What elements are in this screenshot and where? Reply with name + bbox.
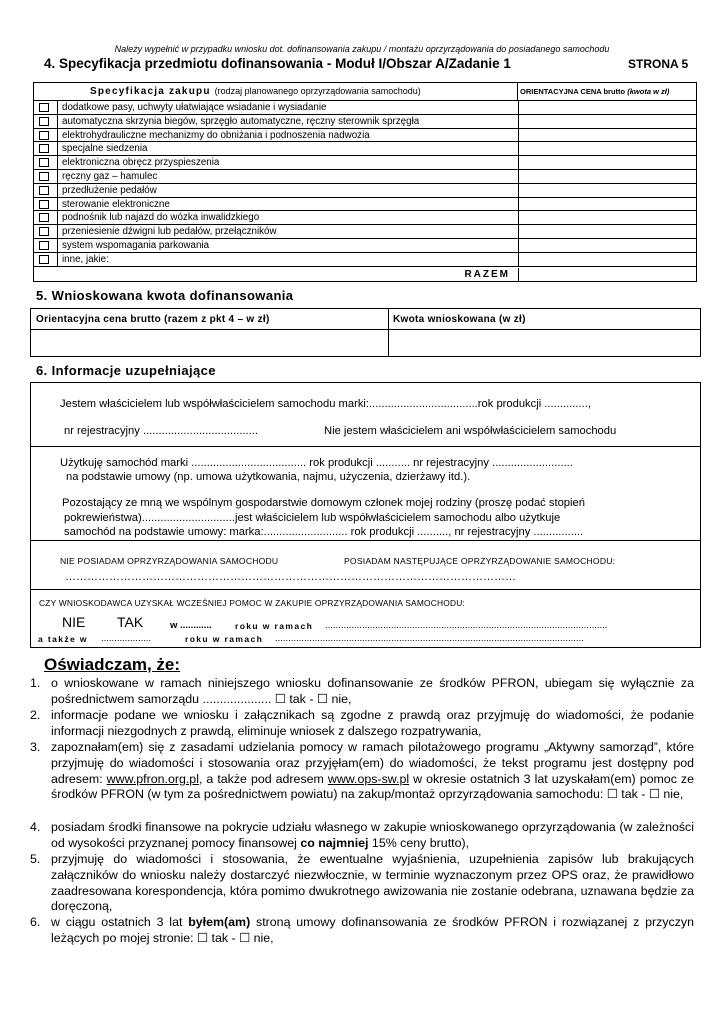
- checkbox-cell: [34, 142, 58, 155]
- price-cell-divider: [518, 198, 519, 211]
- specification-table: [33, 82, 697, 282]
- prior-aid-yes: TAK: [117, 614, 144, 630]
- spec-item-row: [34, 101, 696, 115]
- spec-item-checkbox[interactable]: [39, 200, 49, 209]
- spec-item-row: [34, 156, 696, 170]
- declaration-text-part: 15% ceny brutto),: [368, 835, 470, 850]
- registration-line: nr rejestracyjny .....................................: [64, 425, 258, 437]
- price-cell-divider: [518, 253, 519, 266]
- declaration-number: 4.: [30, 820, 41, 834]
- user-car-line: Użytkuję samochód marki ..................................... rok produkcji ........... nr rejestracyjny ..........................: [60, 457, 573, 469]
- gross-price-header: Orientacyjna cena brutto (razem z pkt 4 – w zł): [36, 314, 270, 325]
- price-cell-divider: [518, 142, 519, 155]
- price-cell-divider: [518, 115, 519, 128]
- declarations-title: Oświadczam, że:: [44, 655, 181, 674]
- additional-info-box: [30, 382, 701, 648]
- spec-item-label: przedłużenie pedałów: [62, 184, 157, 196]
- requested-amount-header: Kwota wnioskowana (w zł): [393, 314, 526, 325]
- declaration-text-part: , a także pod adresem: [198, 771, 328, 786]
- declaration-2: [30, 708, 694, 740]
- spec-item-row: [34, 129, 696, 143]
- spec-item-label: automatyczna skrzynia biegów, sprzęgło automatyczne, ręczny sterownik sprzęgła: [62, 115, 420, 127]
- spec-item-label: ręczny gaz – hamulec: [62, 170, 158, 182]
- price-cell-divider: [518, 156, 519, 169]
- price-cell-divider: [518, 239, 519, 252]
- checkbox-cell: [34, 184, 58, 197]
- spec-item-row: [34, 239, 696, 253]
- section-4-title: 4. Specyfikacja przedmiotu dofinansowania - Moduł I/Obszar A/Zadanie 1: [44, 56, 511, 71]
- amount-table: [30, 308, 701, 357]
- checkbox-cell: [34, 225, 58, 238]
- has-equipment-label: POSIADAM NASTĘPUJĄCE OPRZYRZĄDOWANIE SAMOCHODU:: [344, 556, 616, 566]
- total-label: RAZEM: [464, 269, 510, 280]
- pfron-link[interactable]: www.pfron.org.pl: [106, 771, 199, 786]
- declaration-4: [30, 820, 694, 852]
- spec-item-row: [34, 170, 696, 184]
- checkbox-cell: [34, 170, 58, 183]
- spec-item-label: inne, jakie:: [62, 253, 109, 265]
- family-member-line: Pozostający ze mną we wspólnym gospodarstwie domowym członek mojej rodziny (proszę podać stopień: [62, 497, 585, 509]
- spec-item-label: system wspomagania parkowania: [62, 239, 210, 251]
- spec-item-label: dodatkowe pasy, uchwyty ułatwiające wsiadanie i wysiadanie: [62, 102, 327, 113]
- checkbox-cell: [34, 101, 58, 114]
- declaration-text: [51, 740, 694, 803]
- spec-item-checkbox[interactable]: [39, 158, 49, 167]
- declaration-text: [51, 915, 694, 947]
- total-row: [34, 268, 696, 282]
- spec-item-row: [34, 115, 696, 129]
- section-6-title: 6. Informacje uzupełniające: [36, 363, 216, 378]
- spec-item-label: podnośnik lub najazd do wózka inwalidzkiego: [62, 212, 260, 224]
- prior-aid-no: NIE: [62, 614, 86, 630]
- declaration-3: [30, 740, 694, 803]
- spec-column-header: [34, 83, 518, 100]
- checkbox-cell: [34, 211, 58, 224]
- checkbox-cell: [34, 129, 58, 142]
- prior-aid-program-label: roku w ramach: [235, 621, 314, 631]
- declaration-number: 6.: [30, 915, 41, 929]
- page-number: STRONA 5: [628, 57, 689, 71]
- declaration-text: [51, 820, 694, 852]
- price-cell-divider: [518, 170, 519, 183]
- no-equipment-label: NIE POSIADAM OPRZYRZĄDOWANIA SAMOCHODU: [60, 556, 279, 566]
- declaration-bold-part: byłem(am): [188, 915, 251, 929]
- also-program-dots: .....................................................................................................................: [275, 633, 584, 644]
- checkbox-cell: [34, 239, 58, 252]
- declaration-number: 2.: [30, 708, 41, 722]
- spec-item-checkbox[interactable]: [39, 241, 49, 250]
- declaration-number: 3.: [30, 740, 41, 754]
- declaration-text-part: zapoznałam(em) się z zasadami udzielania pomocy w ramach pilotażowego programu „Aktywny samorząd”, które przyjmuję do wiadomości i stosowania oraz przyjęłam(em) do wiadomości, że tekst programu jest dostępny pod adresem:: [51, 740, 694, 786]
- price-cell-divider: [518, 225, 519, 238]
- prior-aid-program-dots: ...........................................................................................................: [325, 620, 608, 631]
- price-column-title: ORIENTACYJNA CENA brutto: [520, 87, 626, 96]
- spec-item-label: przeniesienie dźwigni lub pedałów, przełączników: [62, 226, 277, 238]
- spec-item-checkbox[interactable]: [39, 144, 49, 153]
- prior-aid-year-dots: w ............: [170, 620, 212, 631]
- ownership-block: [31, 383, 700, 447]
- price-column-header: [520, 83, 669, 96]
- declaration-1: [30, 676, 694, 708]
- spec-item-row: [34, 142, 696, 156]
- spec-item-checkbox[interactable]: [39, 131, 49, 140]
- specification-header: [34, 83, 696, 101]
- fill-instruction-note: Należy wypełnić w przypadku wniosku dot. dofinansowania zakupu / montażu oprzyrządowania do posiadanego samochodu: [114, 44, 610, 54]
- spec-item-checkbox[interactable]: [39, 213, 49, 222]
- family-car-line: samochód na podstawie umowy: marka:........................... rok produkcji .........., nr rejestracyjny ................: [64, 526, 584, 538]
- declaration-number: 1.: [30, 676, 41, 690]
- total-divider: [518, 268, 519, 282]
- spec-item-row: [34, 225, 696, 239]
- spec-item-label: sterowanie elektroniczne: [62, 198, 170, 210]
- declaration-text-part: w okresie ostatnich 3 lat uzyskałam(em) pomoc ze środków PFRON (w tym za pośrednictwem powiatu) na zakup/montaż oprzyrządowania samochodu: ☐ tak - ☐ nie,: [51, 771, 694, 802]
- also-program-label: roku w ramach: [185, 634, 264, 644]
- price-cell-divider: [518, 184, 519, 197]
- declaration-text: informacje podane we wniosku i załącznikach są zgodne z prawdą oraz przyjmuję do wiadomości, że podanie informacji niezgodnych z prawdą, eliminuje wniosek z dalszego rozpatrywania,: [51, 708, 694, 738]
- checkbox-cell: [34, 253, 58, 266]
- also-year-dots: ...................: [101, 633, 152, 644]
- declaration-text-part: posiadam środki finansowe na pokrycie udziału własnego w zakupie wnioskowanego oprzyrządowania (w zależności od wysokości przyznanej pomocy finansowej: [51, 820, 694, 850]
- kinship-line: pokrewieństwa)..............................jest właścicielem lub współwłaścicielem samochodu albo użytkuje: [64, 512, 561, 524]
- price-column-unit: (kwota w zł): [627, 87, 670, 96]
- declaration-text-part: stroną umowy dofinansowania ze środków PFRON i rozwiązanej z przyczyn leżących po mojej stronie: ☐ tak - ☐ nie,: [51, 915, 694, 945]
- spec-item-row: [34, 253, 696, 267]
- amount-table-divider: [388, 309, 389, 356]
- equipment-dots: ……………………………………………………………………………………………………………: [65, 571, 516, 583]
- declaration-6: [30, 915, 694, 947]
- spec-item-row: [34, 184, 696, 198]
- spec-item-checkbox[interactable]: [39, 255, 49, 264]
- spec-item-row: [34, 211, 696, 225]
- checkbox-cell: [34, 156, 58, 169]
- spec-item-row: [34, 198, 696, 212]
- declaration-bold-part: co najmniej: [300, 835, 369, 850]
- spec-item-checkbox[interactable]: [39, 227, 49, 236]
- price-cell-divider: [518, 129, 519, 142]
- spec-item-checkbox[interactable]: [39, 186, 49, 195]
- also-label: a także w: [38, 634, 88, 644]
- price-cell-divider: [518, 211, 519, 224]
- checkbox-cell: [34, 198, 58, 211]
- declaration-number: 5.: [30, 852, 41, 866]
- spec-item-label: elektrohydrauliczne mechanizmy do obniżania i podnoszenia nadwozia: [62, 129, 370, 141]
- ops-link[interactable]: www.ops-sw.pl: [327, 771, 410, 786]
- declaration-text: przyjmuję do wiadomości i stosowania, że ewentualne wyjaśnienia, uzupełnienia zapisów lub brakujących załączników do wniosku należy dostarczyć niezwłocznie, w terminie wyznaczonym przez OPS oraz, że prawidłowo zaadresowana korespondencja, która pomimo dwukrotnego awizowania nie zostanie odebrana, uznawana będzie za doręczoną,: [51, 852, 694, 914]
- spec-column-subtitle: (rodzaj planowanego oprzyrządowania samochodu): [214, 86, 421, 96]
- spec-item-checkbox[interactable]: [39, 103, 49, 112]
- contract-basis-line: na podstawie umowy (np. umowa użytkowania, najmu, użyczenia, dzierżawy itd.).: [66, 471, 471, 483]
- spec-item-label: elektroniczna obręcz przyspieszenia: [62, 157, 220, 169]
- declaration-5: [30, 852, 694, 915]
- spec-item-checkbox[interactable]: [39, 117, 49, 126]
- price-cell-divider: [518, 101, 519, 114]
- section-5-title: 5. Wnioskowana kwota dofinansowania: [36, 288, 294, 303]
- checkbox-cell: [34, 115, 58, 128]
- spec-item-checkbox[interactable]: [39, 172, 49, 181]
- spec-column-title: Specyfikacja zakupu: [90, 86, 211, 97]
- declaration-text-part: w ciągu ostatnich 3 lat: [51, 915, 189, 929]
- owner-line: Jestem właścicielem lub współwłaścicielem samochodu marki:...................................rok produkcji ..............,: [60, 398, 591, 410]
- spec-item-label: specjalne siedzenia: [62, 143, 148, 155]
- not-owner-line: Nie jestem właścicielem ani współwłaścicielem samochodu: [324, 425, 617, 437]
- specification-rows: [34, 101, 696, 267]
- prior-aid-question: CZY WNIOSKODAWCA UZYSKAŁ WCZEŚNIEJ POMOC W ZAKUPIE OPRZYRZĄDOWANIA SAMOCHODU:: [39, 598, 465, 608]
- declaration-text: o wnioskowane w ramach niniejszego wniosku dofinansowanie ze środków PFRON, ubiegam się wyłącznie za pośrednictwem samorządu .................... ☐ tak - ☐ nie,: [51, 676, 694, 706]
